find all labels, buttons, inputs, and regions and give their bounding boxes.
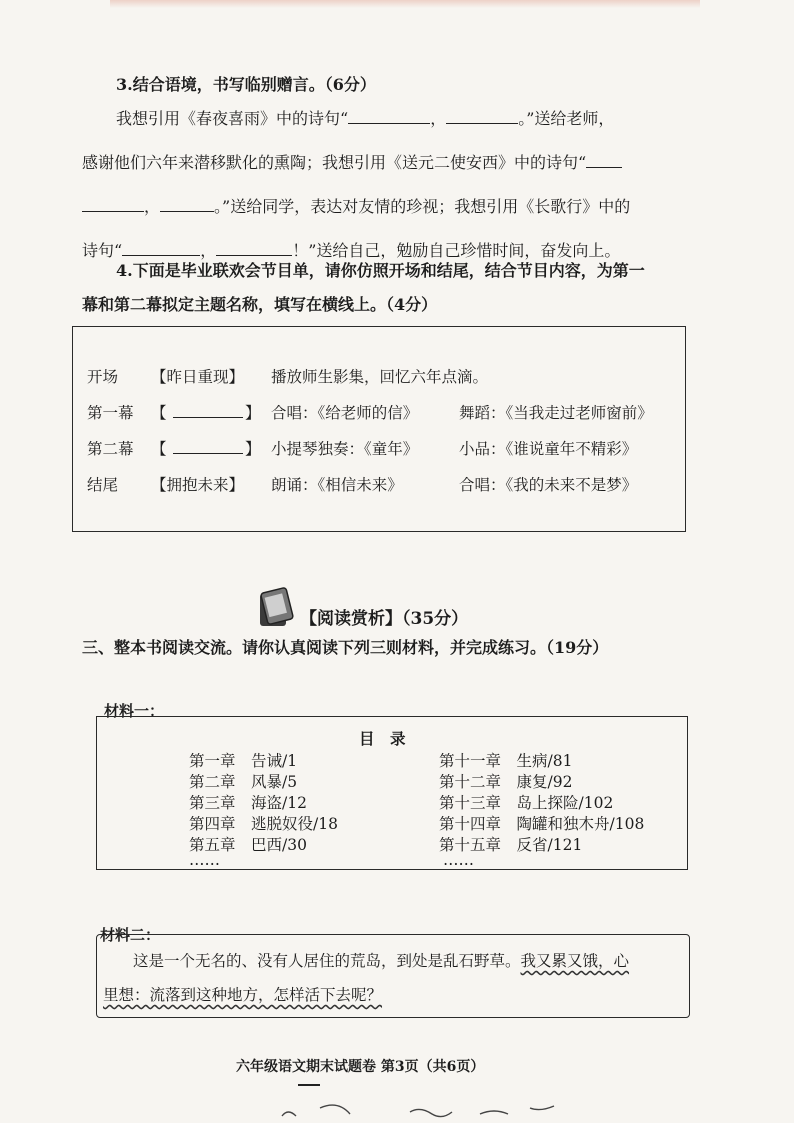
material2-line2 [103,983,382,1005]
material2-label: 材料二： [100,926,161,944]
q3-title: 3.结合语境，书写临别赠言。（6分） [116,75,376,94]
act2-theme-blank[interactable] [173,439,243,454]
toc-left-item: 第二章 风暴/5 [189,773,298,791]
blank-2b[interactable] [160,197,214,212]
toc-right-item: 第十一章 生病/81 [439,752,573,770]
toc-right-item: 第十三章 岛上探险/102 [439,794,614,812]
q4-line2: 幕和第二幕拟定主题名称，填写在横线上。（4分） [82,295,438,314]
toc-right-item: 第十五章 反省/121 [439,836,583,854]
blank-1a[interactable] [348,109,430,124]
page-footer: 六年级语文期末试题卷 第3页（共6页） [236,1059,485,1075]
handwritten-scribble [280,1102,560,1122]
underlined-sentence: 我又累又饿，心 [520,952,630,970]
toc-left-item: 第五章 巴西/30 [189,836,307,854]
toc-left-ellipsis: …… [189,851,220,869]
scan-edge-mark [110,0,700,8]
toc-box [96,716,688,870]
reading-section-title: 【阅读赏析】（35分） [300,609,469,629]
book-icon [256,586,296,630]
divider-dash [298,1084,320,1086]
act1-theme-blank[interactable] [173,403,243,418]
material2-line1: 这是一个无名的、没有人居住的荒岛，到处是乱石野草。我又累又饿，心 [133,952,630,970]
material2-box [96,934,690,1018]
section3-instruction: 三、整本书阅读交流。请你认真阅读下列三则材料，并完成练习。（19分） [82,638,609,657]
toc-right-ellipsis: …… [443,851,474,869]
material1-label: 材料一： [104,702,165,720]
toc-title: 目 录 [359,729,406,748]
blank-1b[interactable] [446,109,518,124]
program-box: 开场 【昨日重现】 播放师生影集，回忆六年点滴。 第一幕 【 】 合唱：《给老师的信》 舞蹈：《当我走过老师窗前》 第二幕 【 】 小提琴独奏：《童年》 小品：《谁说童年不精彩》 结尾 【拥抱未来】 朗诵：《相信未来》 合唱：《我的未来不是梦》 [72,326,686,532]
toc-left-item: 第四章 逃脱奴役/18 [189,815,338,833]
toc-left-item: 第一章 告诫/1 [189,752,298,770]
blank-3b[interactable] [216,241,292,256]
q4-line1: 4.下面是毕业联欢会节目单，请你仿照开场和结尾，结合节目内容，为第一 [116,261,645,280]
toc-right-item: 第十二章 康复/92 [439,773,573,791]
toc-left-item: 第三章 海盗/12 [189,794,307,812]
q3-paragraph: 我想引用《春夜喜雨》中的诗句“ ， 。”送给老师， 感谢他们六年来潜移默化的熏陶；我想引用《送元二使安西》中的诗句“ ， 。”送给同学，表达对友情的珍视；我想引用《长歌行》中的 诗句“ ， ！”送给自己，勉励自己珍惜时间，奋发向上。 [82,109,631,260]
blank-3a[interactable] [122,241,200,256]
blank-2a[interactable] [586,153,622,168]
blank-2a-cont[interactable] [82,197,144,212]
toc-right-item: 第十四章 陶罐和独木舟/108 [439,815,645,833]
underlined-sentence-cont: 里想：流落到这种地方，怎样活下去呢？ [103,986,383,1004]
